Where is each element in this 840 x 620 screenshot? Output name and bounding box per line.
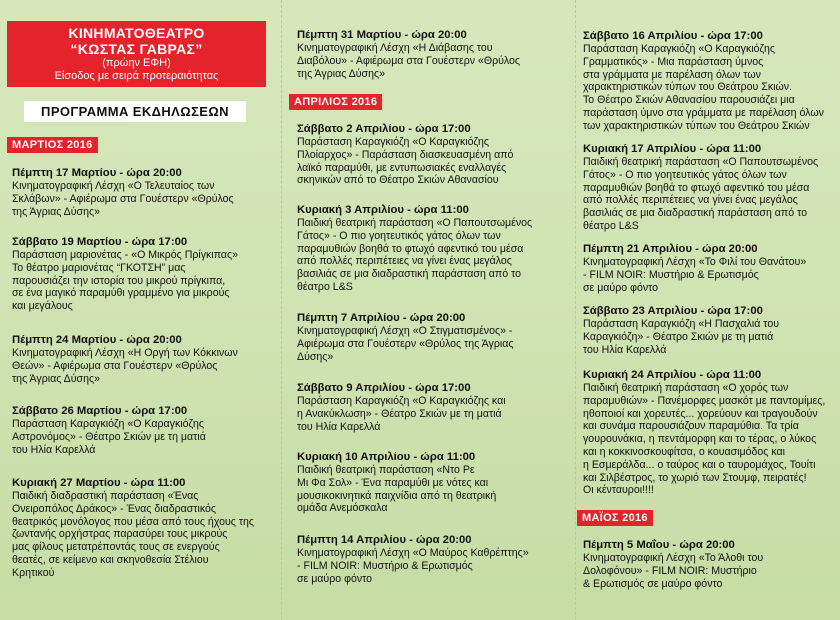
event-heading: Σάββατο 23 Απριλίου - ώρα 17:00 [583,305,763,317]
event-text: του Ηλία Καρελλά [12,443,96,456]
event-text: Ονειροπόλος Δράκος» - Ένας διαδραστικός [12,502,217,515]
event-item [297,533,573,585]
event-text: παράσταση ύμνο στα γράμματα με παρέλαση όλων [583,106,824,119]
cinema-entry-note: Είσοδος με σειρά προτεραιότητας [54,70,219,82]
month-label-march: ΜΑΡΤΙΟΣ 2016 [7,137,98,153]
event-text: της Άγριας Δύσης» [297,67,385,80]
month-label-may: ΜΑΪΟΣ 2016 [577,510,653,526]
event-item [297,122,573,187]
event-item [583,29,840,133]
event-heading: Πέμπτη 14 Απριλίου - ώρα 20:00 [297,534,472,546]
event-heading: Πέμπτη 24 Μαρτίου - ώρα 20:00 [12,334,182,346]
event-text: παραμυθιών βοηθά το φτωχό αφεντικό του μέσα [297,242,524,255]
event-heading: Πέμπτη 17 Μαρτίου - ώρα 20:00 [12,167,182,179]
event-text: Καραγκιόζη» - Θέατρο Σκιών με τη ματιά [583,330,774,343]
event-text: θεατές, σε κείμενο και σκηνοθεσία Στέλιου [12,553,209,566]
event-text: Παράσταση Καραγκιόζη «Ο Καραγκιόζης [12,418,204,430]
event-text: από πολλές περιπέτειες να γίνει ένας μεγάλος [583,194,798,207]
event-text: Κινηματογραφική Λέσχη «Το Άλοθι του [583,552,764,564]
event-text: Παιδική θεατρική παράσταση «Ο Παπουτσωμένος [583,156,819,168]
event-text: μας φίλους μετατρέποντάς τους σε ενεργούς [12,541,220,554]
event-item [583,538,840,590]
event-item [297,203,573,294]
event-heading: Σάββατο 16 Απριλίου - ώρα 17:00 [583,30,763,42]
event-heading: Πέμπτη 7 Απριλίου - ώρα 20:00 [297,312,466,324]
event-text: Θεών» - Αφιέρωμα στα Γουέστερν «Θρύλος [12,359,218,372]
event-text: Διαβόλου» - Αφιέρωμα στα Γουέστερν «Θρύλος [297,54,521,67]
event-text: Μι Φα Σολ» - Ένα παραμύθι με νότες και [297,476,489,489]
event-text: ομάδα Ανεμόσκαλα [297,502,388,515]
column-divider [575,0,576,620]
event-heading: Κυριακή 10 Απριλίου - ώρα 11:00 [297,451,476,463]
event-heading: Σάββατο 26 Μαρτίου - ώρα 17:00 [12,405,188,417]
event-text: σε ένα μαγικό παραμύθι γραμμένο για μικρούς [12,287,230,300]
event-text: η Εσμεράλδα... ο ταύρος και ο ταυρομάχος, Τουίτι [583,458,816,471]
event-text: ζωντανής ορχήστρας παρασύρει τους μικρούς [12,528,228,541]
event-text: σε μαύρο φόντο [297,572,373,585]
event-text: Παράσταση Καραγκιόζη «Ο Καραγκιόζης [583,43,775,55]
event-heading: Πέμπτη 21 Απριλίου - ώρα 20:00 [583,243,758,255]
event-text: Παιδική θεατρική παράσταση «Ντο Ρε [297,464,475,476]
event-text: Γραμματικός» - Μια παράσταση ύμνος [583,55,764,68]
event-text: Κινηματογραφική Λέσχη «Η Διάβασης του [297,42,493,54]
event-heading: Σάββατο 9 Απριλίου - ώρα 17:00 [297,382,471,394]
event-text: Το Θέατρο Σκιών Αθανασίου παρουσιάζει μια [583,94,795,107]
event-item [583,368,840,497]
event-text: Παράσταση Καραγκιόζη «Ο Καραγκιόζης [297,136,489,148]
event-item [12,333,277,385]
event-text: Παράσταση Καραγκιόζη «Ο Καραγκιόζης και [297,395,506,407]
event-item [583,142,840,233]
event-text: Σκλάβων» - Αφιέρωμα στα Γουέστερν «Θρύλος [12,192,234,205]
event-text: Πλοίαρχος» - Παράσταση διασκευασμένη από [297,148,514,161]
event-text: Κρητικού [12,566,55,579]
event-text: χαρακτηριστικών τύπων του Θεάτρου Σκιών. [583,81,793,94]
event-text: Παράσταση Καραγκιόζη «Η Πασχαλιά του [583,318,779,330]
event-heading: Πέμπτη 5 Μαΐου - ώρα 20:00 [583,539,735,551]
program-title: ΠΡΟΓΡΑΜΜΑ ΕΚΔΗΛΩΣΕΩΝ [24,101,246,122]
event-text: και συνάμα παρουσιάζουν παραμύθια. Τα τρία [583,420,799,433]
event-heading: Κυριακή 3 Απριλίου - ώρα 11:00 [297,204,469,216]
event-text: του Ηλία Καρελλά [583,343,667,356]
event-text: μουσικοκινητικά παιχνίδια από τη θεατρική [297,489,497,502]
event-heading: Σάββατο 2 Απριλίου - ώρα 17:00 [297,123,471,135]
event-text: & Ερωτισμός σε μαύρο φόντο [583,577,723,590]
column-divider [281,0,282,620]
event-text: του Ηλία Καρελλά [297,420,381,433]
event-text: Παράσταση μαριονέτας - «Ο Μικρός Πρίγκιπας» [12,249,238,261]
event-text: Γάτος» - Ο πιο γοητευτικός γάτος όλων των [297,229,501,242]
event-text: - FILM NOIR: Μυστήριο & Ερωτισμός [297,559,473,572]
event-text: Δύσης» [297,350,334,363]
event-item [12,404,277,456]
event-text: Παιδική θεατρική παράσταση «Ο χορός των [583,382,789,394]
event-text: παραμυθιών» - Πανέμορφες μασκότ με παντομίμες, [583,394,826,407]
event-text: από πολλές περιπέτειες να γίνει ένας μεγάλος [297,255,512,268]
event-text: Κινηματογραφική Λέσχη «Ο Μαύρος Καθρέπτης» [297,547,529,559]
event-text: και μεγάλους [12,300,73,313]
event-item [12,235,277,313]
event-text: Αστρονόμος» - Θέατρο Σκιών με τη ματιά [12,430,206,443]
event-text: Κινηματογραφική Λέσχη «Η Οργή των Κόκκινων [12,347,238,359]
event-text: Παιδική θεατρική παράσταση «Ο Παπουτσωμένος [297,217,533,229]
event-text: Οι κένταυροι!!!! [583,484,654,497]
event-heading: Κυριακή 24 Απριλίου - ώρα 11:00 [583,369,762,381]
event-text: ηθοποιοί και χορευτές... χορεύουν και τραγουδούν [583,407,818,420]
event-text: της Άγριας Δύσης» [12,372,100,385]
event-text: σε μαύρο φόντο [583,281,659,294]
event-text: - FILM NOIR: Μυστήριο & Ερωτισμός [583,268,759,281]
event-text: των χαρακτηριστικών τύπων του Θεάτρου Σκιών [583,119,810,132]
event-text: η Ανακύκλωση» - Θέατρο Σκιών με τη ματιά [297,407,502,420]
event-text: θέατρο L&S [297,280,353,293]
event-text: γουρουνάκια, η πεντάμορφη και το τέρας, ο λύκος [583,433,817,446]
event-heading: Σάββατο 19 Μαρτίου - ώρα 17:00 [12,236,188,248]
event-text: της Άγριας Δύσης» [12,205,100,218]
event-item [583,242,840,294]
event-heading: Πέμπτη 31 Μαρτίου - ώρα 20:00 [297,29,467,41]
event-text: στα γράμματα με παρέλαση όλων των [583,68,761,81]
event-text: σκηνικών από το Θέατρο Σκιών Αθανασίου [297,174,499,187]
event-heading: Κυριακή 27 Μαρτίου - ώρα 11:00 [12,477,186,489]
event-item [297,450,573,515]
event-text: θεατρικός μονόλογος που μέσα από τους ήχους της [12,515,255,528]
cinema-title: ΚΙΝΗΜΑΤΟΘΕΑΤΡΟ [68,25,205,41]
event-text: λαϊκό παραμύθι, με εντυπωσιακές εναλλαγές [297,161,507,174]
event-text: παρουσιάζει την ιστορία του μικρού πρίγκιπα, [12,274,226,287]
event-item [12,166,277,218]
month-label-april: ΑΠΡΙΛΙΟΣ 2016 [289,94,382,110]
event-heading: Κυριακή 17 Απριλίου - ώρα 11:00 [583,143,762,155]
event-text: Αφιέρωμα στα Γουέστερν «Θρύλος της Άγριας [297,337,514,350]
event-text: Γάτος» - Ο πιο γοητευτικός γάτος όλων των [583,168,787,181]
event-text: θέατρο L&S [583,219,639,232]
event-text: βασιλιάς σε μια διαδραστική παράσταση από το [297,268,521,281]
event-item [12,476,278,580]
event-text: Παιδική διαδραστική παράσταση «Ένας [12,490,199,502]
cinema-former-name: (πρώην ΕΦΗ) [102,57,171,69]
event-text: Κινηματογραφική Λέσχη «Ο Στιγματισμένος» - [297,325,513,337]
event-text: και Σιλβέστρος, το χωριό των Στουμφ, πειρατές! [583,471,807,484]
cinema-name: “ΚΩΣΤΑΣ ΓΑΒΡΑΣ” [70,41,203,57]
event-text: παραμυθιών βοηθά το φτωχό αφεντικό του μέσα [583,181,810,194]
event-text: Δολοφόνου» - FILM NOIR: Μυστήριο [583,564,757,577]
event-item [583,304,840,356]
event-item [297,381,573,433]
event-text: Το θέατρο μαριονέτας “ΓΚΟΤΣΗ” μας [12,261,186,274]
cinema-header-box [7,21,266,87]
event-text: Κινηματογραφική Λέσχη «Ο Τελευταίος των [12,180,215,192]
event-text: και η κοκκινοσκουφίτσα, ο κουασιμόδος και [583,445,785,458]
event-item [297,311,573,363]
event-item [297,28,573,80]
event-text: Κινηματογραφική Λέσχη «Το Φιλί του Θανάτου» [583,256,807,268]
event-text: βασιλιάς σε μια διαδραστική παράσταση από το [583,207,807,220]
